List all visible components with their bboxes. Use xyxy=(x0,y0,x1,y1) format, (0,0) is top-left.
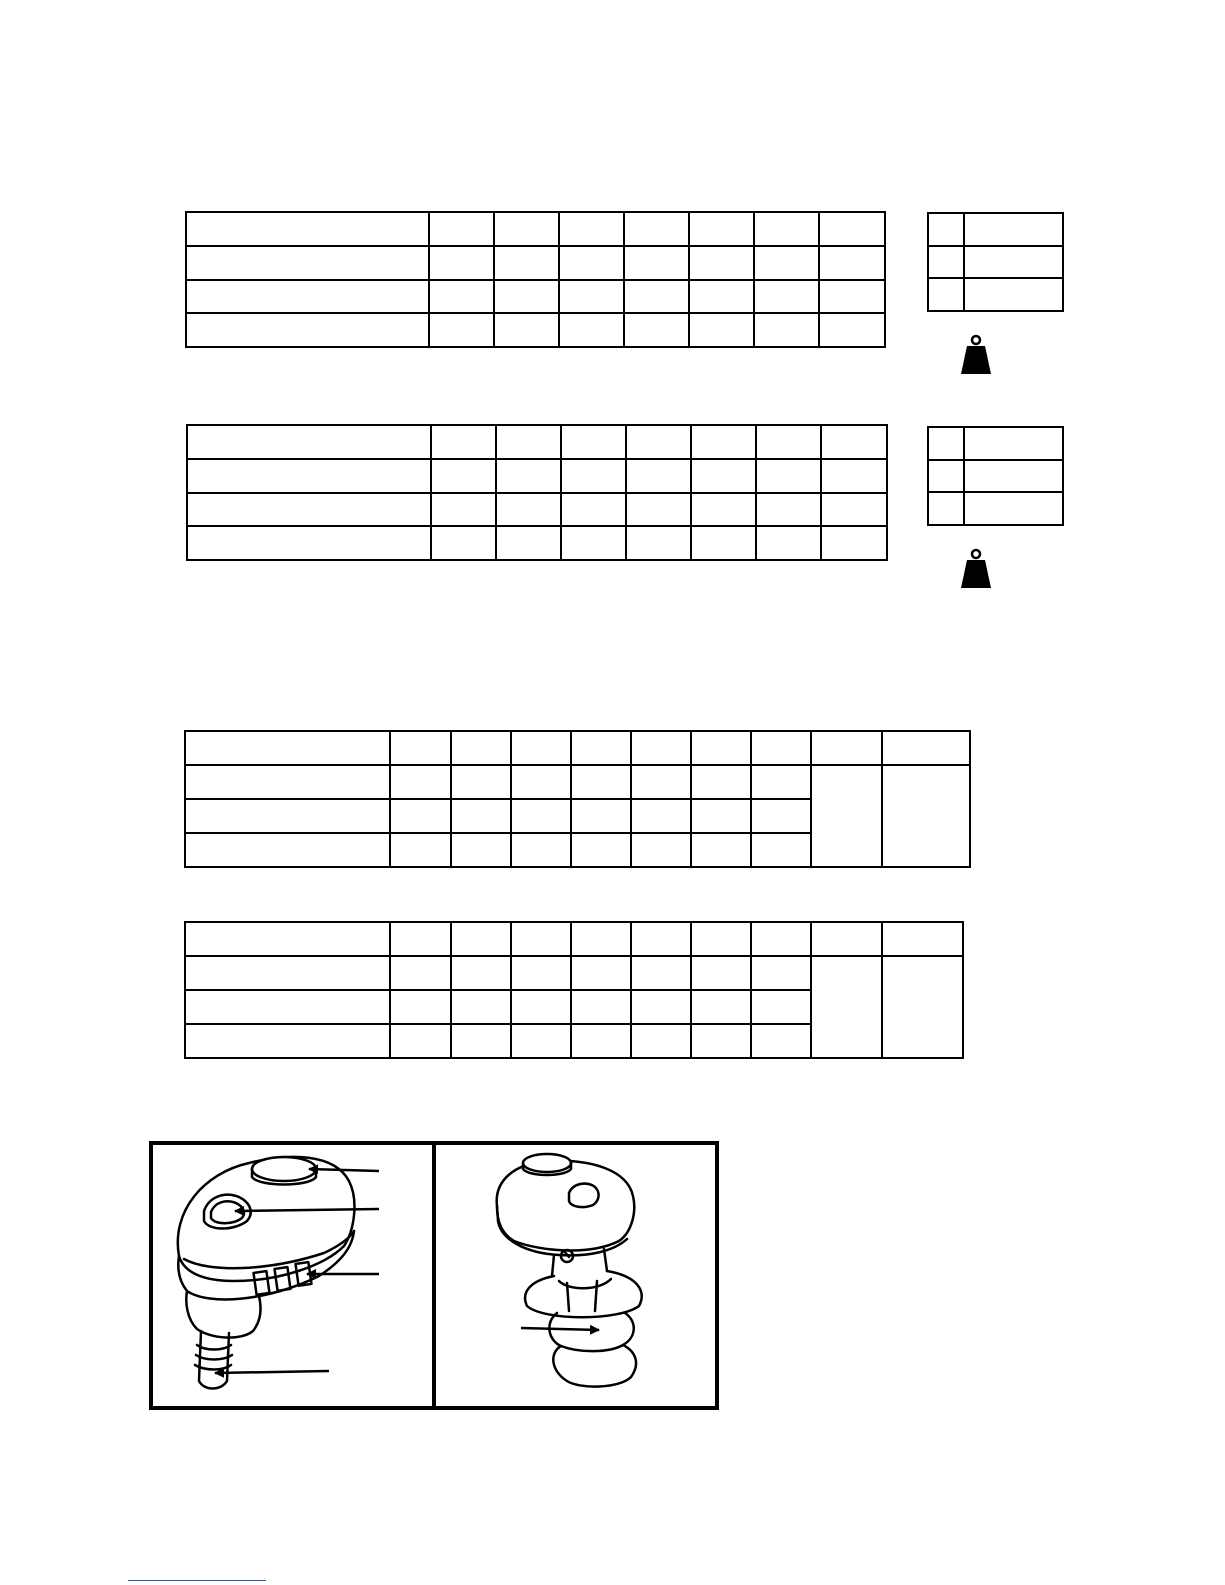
callout-arrows-right xyxy=(521,1328,599,1330)
table-row xyxy=(187,526,887,560)
table-row xyxy=(928,246,1063,279)
attenuation-table-1 xyxy=(185,211,886,348)
legend-table-1 xyxy=(927,212,1064,312)
weight-icon xyxy=(958,548,994,590)
table-row xyxy=(186,212,885,246)
protection-table-1 xyxy=(184,730,971,868)
callout-arrow xyxy=(215,1371,329,1373)
table-row xyxy=(185,765,970,799)
table-row xyxy=(186,313,885,347)
table-row xyxy=(186,280,885,314)
table-row xyxy=(187,425,887,459)
table-row xyxy=(928,213,1063,246)
table-row xyxy=(185,922,963,956)
table-row xyxy=(928,460,1063,493)
protection-table-2 xyxy=(184,921,964,1059)
table-row xyxy=(928,427,1063,460)
table-row xyxy=(187,459,887,493)
table-row xyxy=(187,493,887,527)
table-row xyxy=(185,956,963,990)
earplug-figure-right xyxy=(497,1154,642,1387)
table-row xyxy=(928,492,1063,525)
legend-table-2 xyxy=(927,426,1064,526)
weight-icon xyxy=(958,334,994,376)
earplug-figures xyxy=(149,1141,721,1411)
callout-arrow xyxy=(521,1328,599,1330)
footer-link-underline xyxy=(128,1580,266,1581)
attenuation-table-2 xyxy=(186,424,888,561)
table-row xyxy=(185,731,970,765)
table-row xyxy=(186,246,885,280)
table-row xyxy=(928,278,1063,311)
earplug-figure-left xyxy=(178,1157,355,1389)
